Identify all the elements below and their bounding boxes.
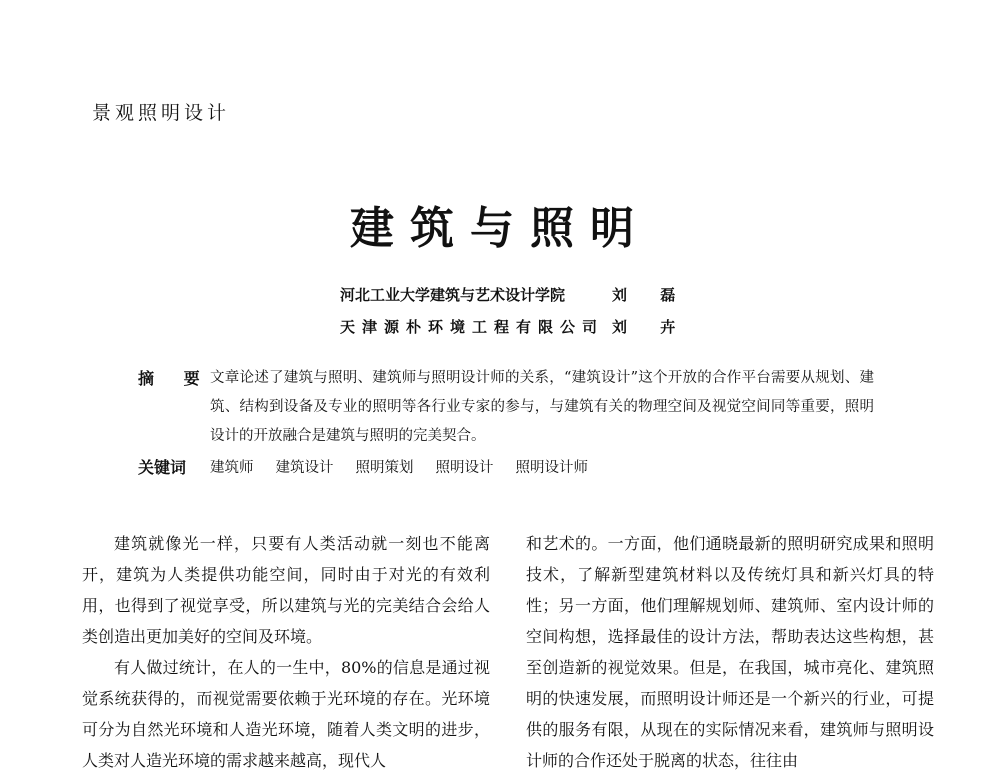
keyword: 建筑师 <box>210 460 254 476</box>
body-column-left <box>82 528 490 776</box>
author-name: 刘 磊 <box>612 285 690 304</box>
body-paragraph: 和艺术的。一方面，他们通晓最新的照明研究成果和照明技术，了解新型建筑材料以及传统灯具和新兴灯具的特性；另一方面，他们理解规划师、建筑师、室内设计师的空间构想，选择最佳的设计方法，帮助表达这些构想，甚至创造新的视觉效果。但是，在我国，城市亮化、建筑照明的快速发展，而照明设计师还是一个新兴的行业，可提供的服务有限，从现在的实际情况来看，建筑师与照明设计师的合作还处于脱离的状态，往往由 <box>526 534 934 770</box>
abstract-label: 摘 要 <box>138 369 212 388</box>
keyword: 照明设计 <box>435 460 494 476</box>
body-column-right <box>526 528 934 776</box>
author-block <box>340 278 689 342</box>
article-title: 建筑与照明 <box>350 203 650 254</box>
author-affiliation: 天津源朴环境工程有限公司 <box>340 317 605 336</box>
author-name: 刘 卉 <box>612 317 690 336</box>
keyword: 照明设计师 <box>515 460 588 476</box>
author-affiliation: 河北工业大学建筑与艺术设计学院 <box>340 285 566 304</box>
keywords-list <box>210 456 588 477</box>
author-line <box>340 278 689 310</box>
keywords-label: 关键词 <box>138 458 187 477</box>
keyword: 照明策划 <box>355 460 414 476</box>
section-tag: 景观照明设计 <box>92 102 231 124</box>
body-paragraph: 建筑就像光一样，只要有人类活动就一刻也不能离开，建筑为人类提供功能空间，同时由于对光的有效利用，也得到了视觉享受，所以建筑与光的完美结合会给人类创造出更加美好的空间及环境。 <box>82 534 490 646</box>
body-paragraph: 有人做过统计，在人的一生中，80%的信息是通过视觉系统获得的，而视觉需要依赖于光环境的存在。光环境可分为自然光环境和人造光环境，随着人类文明的进步，人类对人造光环境的需求越来越高，现代人 <box>82 658 490 770</box>
abstract-text: 文章论述了建筑与照明、建筑师与照明设计师的关系，“建筑设计”这个开放的合作平台需要从规划、建筑、结构到设备及专业的照明等各行业专家的参与，与建筑有关的物理空间及视觉空间同等重要，照明设计的开放融合是建筑与照明的完美契合。 <box>210 370 874 444</box>
keyword: 建筑设计 <box>275 460 334 476</box>
author-line <box>340 310 689 342</box>
